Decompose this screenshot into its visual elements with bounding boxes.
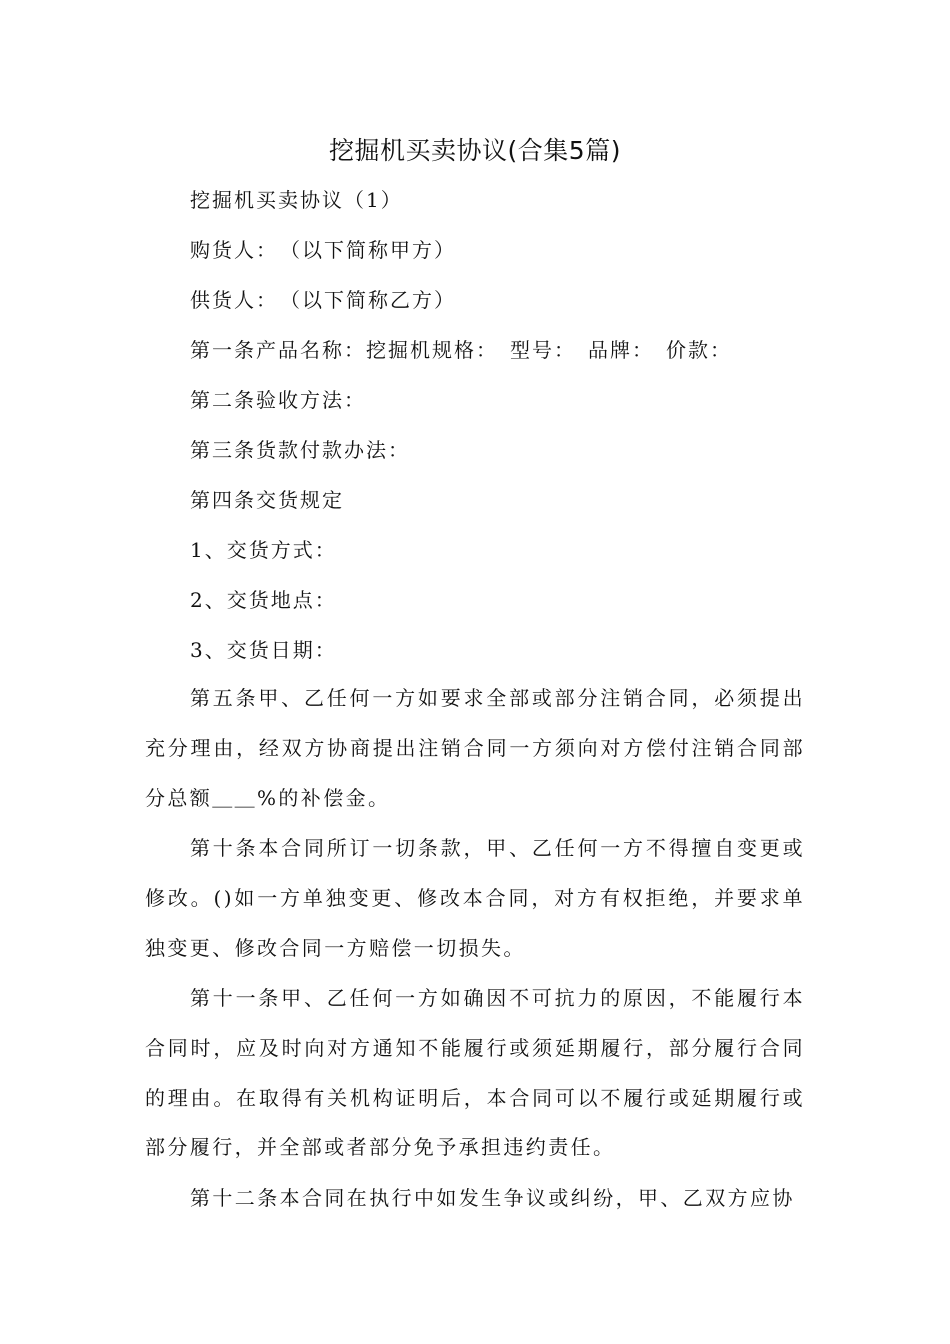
supplier-line: 供货人： （以下简称乙方） bbox=[190, 288, 456, 312]
subtitle-line: 挖掘机买卖协议（1） bbox=[190, 188, 403, 212]
delivery-place-line: 2、交货地点： bbox=[190, 588, 337, 612]
article-2-line: 第二条验收方法： bbox=[190, 388, 366, 412]
delivery-date-line: 3、交货日期： bbox=[190, 638, 337, 662]
article-11-paragraph: 第十一条甲、乙任何一方如确因不可抗力的原因，不能履行本合同时，应及时向对方通知不能履行或须延期履行，部分履行合同的理由。在取得有关机构证明后，本合同可以不履行或延期履行或部分履行，并全部或者部分免予承担违约责任。 bbox=[145, 986, 805, 1160]
article-1-line: 第一条产品名称：挖掘机规格： 型号： 品牌： 价款： bbox=[190, 338, 732, 362]
buyer-line: 购货人： （以下简称甲方） bbox=[190, 238, 456, 262]
article-3-line: 第三条货款付款办法： bbox=[190, 438, 410, 462]
article-5-paragraph: 第五条甲、乙任何一方如要求全部或部分注销合同，必须提出充分理由，经双方协商提出注销合同一方须向对方偿付注销合同部分总额＿＿%的补偿金。 bbox=[145, 686, 805, 810]
article-4-line: 第四条交货规定 bbox=[190, 488, 344, 512]
article-12-paragraph: 第十二条本合同在执行中如发生争议或纠纷，甲、乙双方应协 bbox=[190, 1186, 795, 1210]
article-10-paragraph: 第十条本合同所订一切条款，甲、乙任何一方不得擅自变更或修改。()如一方单独变更、修改本合同，对方有权拒绝，并要求单独变更、修改合同一方赔偿一切损失。 bbox=[145, 836, 805, 960]
delivery-method-line: 1、交货方式： bbox=[190, 538, 337, 562]
document-title: 挖掘机买卖协议(合集5篇) bbox=[329, 136, 621, 165]
